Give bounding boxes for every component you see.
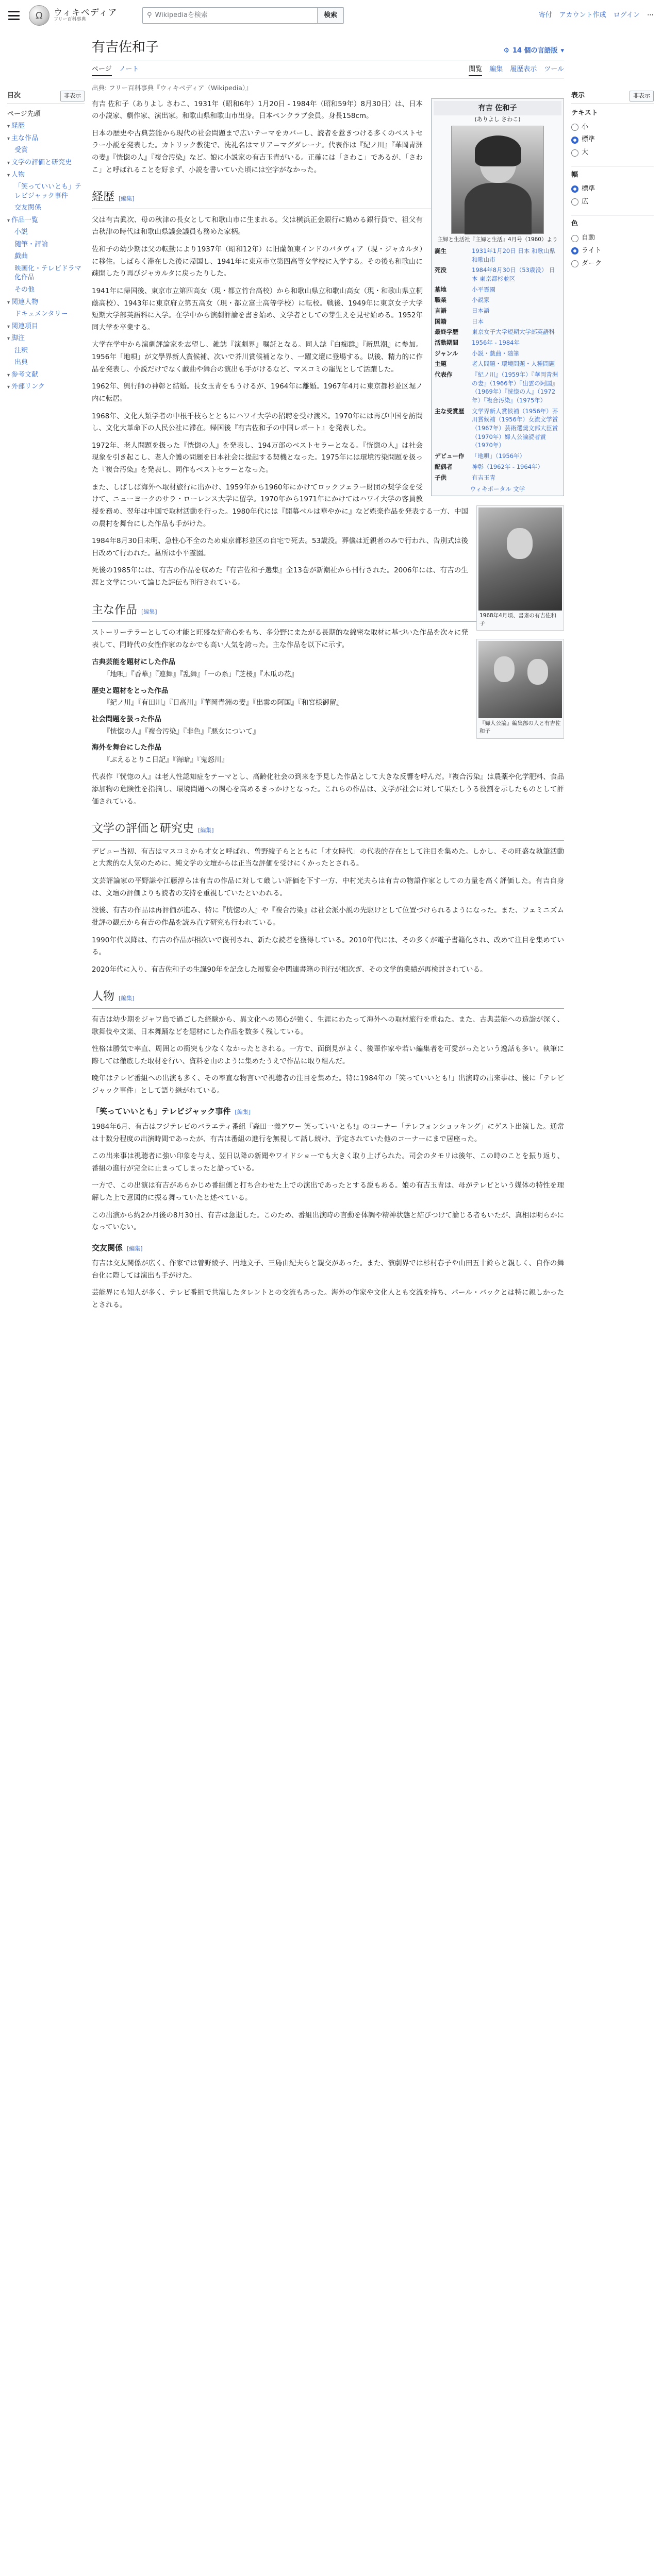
infobox-row (434, 246, 561, 265)
infobox-key: 死没 (435, 266, 446, 274)
infobox-row (434, 472, 561, 483)
tab-talk[interactable]: ノート (119, 65, 139, 73)
appearance-tools (571, 91, 654, 278)
article-body (92, 98, 564, 1312)
criticism-paragraph: 2020年代に入り、有吉佐和子の生誕90年を記念した展覧会や関連書籍の刊行が相次ぎ、その文学的業績が再検討されている。 (92, 965, 487, 974)
tab-page[interactable]: ページ (92, 64, 112, 76)
chevron-down-icon[interactable]: ▾ (7, 299, 10, 306)
search-form (142, 7, 344, 24)
career-paragraph: 大学在学中から演劇評論家を志望し、雑誌『演劇界』嘱託となる。同人誌『白痴群』『新思潮』に参加。1956年「地唄」が文學界新人賞候補、次いで芥川賞候補となり、一躍文壇に登場する。以後、精力的に作品を発表し、小説だけでなく戯曲や舞台の演出も手がけるなど、マスコミの寵児として活躍した。 (92, 341, 423, 374)
radio-button[interactable] (571, 198, 578, 206)
toc-item[interactable] (7, 214, 85, 227)
toc-item[interactable] (7, 169, 85, 181)
toc-item[interactable] (7, 296, 85, 309)
login-link[interactable]: ログイン (613, 11, 640, 19)
toc-item[interactable] (7, 332, 85, 345)
infobox-value[interactable]: 有吉玉青 (472, 473, 495, 481)
infobox-key: 最終学歴 (435, 328, 458, 336)
thumbnail-image (478, 507, 562, 611)
infobox-key: 子供 (435, 473, 446, 481)
toc-item-label: 作品一覧 (11, 216, 39, 224)
search-button[interactable]: 検索 (318, 7, 344, 24)
infobox-row (434, 359, 561, 369)
chevron-down-icon[interactable]: ▾ (7, 336, 10, 342)
infobox-value[interactable]: 神彰（1962年 - 1964年） (472, 463, 543, 470)
toc-item-label: 小説 (14, 228, 28, 236)
toc-item-label: 戯曲 (14, 252, 28, 261)
tv-paragraph: 一方で、この出演は有吉があらかじめ番組側と打ち合わせた上での演出であったとする説もある。娘の有吉玉青は、母がテレビという媒体の特性を理解した上で意図的に振る舞っていたと述べている。 (92, 1181, 564, 1202)
chevron-down-icon[interactable]: ▾ (7, 124, 10, 130)
infobox-value[interactable]: 1956年 - 1984年 (472, 339, 520, 347)
toc-item-label: 主な作品 (11, 134, 39, 142)
text-size-option[interactable] (571, 133, 654, 146)
toc-item-label: 出典 (14, 359, 28, 367)
text-size-option-label: 標準 (582, 135, 595, 144)
chevron-down-icon[interactable]: ▾ (7, 372, 10, 378)
language-count: 14 個の言語版 (512, 47, 558, 55)
edit-link[interactable]: [編集] (198, 827, 214, 834)
edit-link[interactable]: [編集] (119, 995, 135, 1002)
toc-item-label: 脚注 (11, 334, 25, 343)
infobox-value[interactable]: 日本語 (472, 307, 490, 315)
thumbnail-figure[interactable] (476, 639, 564, 738)
infobox-key: 職業 (435, 296, 446, 304)
infobox-key: 国籍 (435, 317, 446, 325)
toc-item-label: ドキュメンタリー (14, 310, 68, 318)
infobox-key: デビュー作 (435, 452, 465, 460)
toc-item[interactable] (7, 181, 85, 202)
infobox (431, 98, 564, 496)
infobox-key: 言語 (435, 307, 446, 315)
color-option-label: 自動 (582, 234, 595, 242)
career-paragraph: 1968年、文化人類学者の中根千枝らとともにハワイ大学の招聘を受け渡米。1970年には再び中国を訪問し、文化大革命下の人民公社に滞在。帰国後『有吉佐和子の中国レポート』を発表した。 (92, 412, 423, 433)
toc-item-label: 参考文献 (11, 370, 39, 379)
text-size-option-label: 大 (582, 148, 589, 157)
infobox-key: 誕生 (435, 247, 446, 255)
page-title: 有吉佐和子 (92, 40, 159, 55)
color-option-label: ライト (582, 246, 602, 255)
text-size-label: テキスト (571, 109, 598, 117)
site-logo[interactable] (29, 5, 132, 26)
donate-link[interactable]: 寄付 (538, 11, 552, 19)
works-intro: ストーリーテラーとしての才能と旺盛な好奇心をもち、多分野にまたがる長期的な綿密な取材に基づいた作品を次々に発表して、同時代の女性作家のなかでも高い人気を誇った。主な作品を以下に示す。 (92, 629, 468, 649)
portrait-photo[interactable] (451, 126, 544, 234)
width-option-label: 広 (582, 197, 589, 206)
radio-button[interactable] (571, 185, 578, 193)
infobox-key: 主題 (435, 360, 446, 368)
works-group-heading: 歴史と題材をとった作品 (92, 686, 169, 695)
person-paragraph: 有吉は幼少期をジャワ島で過ごした経験から、異文化への関心が強く、生涯にわたって海外への取材旅行を重ねた。また、古典芸能への造詣が深く、歌舞伎や文楽、日本舞踊などを題材にした作品を数多く残している。 (92, 1015, 564, 1036)
lead-paragraph: 日本の歴史や古典芸能から現代の社会問題まで広いテーマをカバーし、読者を惹きつける多くのベストセラー小説を発表した。カトリック教徒で、洗礼名はマリア＝マグダレーナ。代表作は『紀ノ川』『華岡青洲の妻』『恍惚の人』『複合汚染』など。娘に小説家の有吉玉青がいる。正確には「さわこ」であるが、「さわこ」と呼ばれることを好まず、小説を書いていた頃には空字がなかった。 (92, 129, 423, 174)
toc-item[interactable] (7, 345, 85, 357)
friends-paragraph: 有吉は交友関係が広く、作家では曽野綾子、円地文子、三島由紀夫らと親交があった。また、演劇界では杉村春子や山田五十鈴らと親しく、自作の舞台化に際しては演出も手がけた。 (92, 1259, 564, 1280)
logo-subtitle: フリー百科事典 (54, 17, 86, 23)
section-heading-works: 主な作品 [編集] (92, 601, 564, 622)
toc-item[interactable] (7, 320, 85, 333)
chevron-down-icon[interactable]: ▾ (7, 172, 10, 178)
language-button[interactable] (503, 46, 564, 57)
criticism-paragraph: 没後、有吉の作品は再評価が進み、特に『恍惚の人』や『複合汚染』は社会派小説の先駆けとして位置づけられるようになった。また、フェミニズム批評の観点から有吉の作品を読み直す研究も行われている。 (92, 906, 564, 927)
thumbnail-caption: 1968年4月頃、書斎の有吉佐和子 (479, 612, 556, 626)
toc-item[interactable] (7, 120, 85, 132)
color-option[interactable] (571, 232, 654, 245)
toc-item[interactable] (7, 369, 85, 381)
toc-item[interactable] (7, 226, 85, 239)
toc-hide-button[interactable]: 非表示 (60, 91, 85, 101)
radio-button[interactable] (571, 247, 578, 255)
radio-button[interactable] (571, 235, 578, 242)
infobox-row (434, 284, 561, 295)
tab-history[interactable]: 履歴表示 (510, 65, 537, 73)
infobox-value[interactable]: 小説・戯曲・随筆 (472, 349, 519, 357)
infobox-key: 活動期間 (435, 339, 458, 347)
thumbnail-image (478, 641, 562, 718)
infobox-key: ジャンル (435, 349, 458, 357)
search-placeholder: Wikipediaを検索 (155, 11, 208, 19)
text-size-option-label: 小 (582, 123, 589, 131)
user-links (539, 10, 654, 21)
toc-item[interactable] (7, 144, 85, 157)
portal-link[interactable]: ウィキポータル 文学 (470, 485, 525, 493)
chevron-down-icon[interactable]: ▾ (7, 135, 10, 142)
infobox-value[interactable]: 「地唄」（1956年） (472, 452, 526, 460)
toc-item-label: 注釈 (14, 346, 28, 354)
career-paragraph: また、しばしば海外へ取材旅行に出かけ、1959年から1960年にかけてロックフェラー財団の奨学金を受けて、ニューヨークのサラ・ローレンス大学に留学。1970年から1971年にかけてはハワイ大学の客員教授を務め、翌年は中国で取材活動を行った。1980年代には『開幕ベルは華やかに』など娯楽作品を発表する一方、中国の農村を舞台にした作品も手がけた。 (92, 483, 468, 528)
tab-tools[interactable]: ツール (544, 65, 564, 73)
infobox-row (434, 327, 561, 337)
toc-item-label: その他 (14, 286, 35, 294)
toc-item[interactable] (7, 132, 85, 145)
works-group-items: 『ぷえるとりこ日記』『海暗』『鬼怒川』 (103, 755, 228, 764)
lead-paragraph: 有吉 佐和子（ありよし さわこ、1931年（昭和6年）1月20日 - 1984年（昭和59年）8月30日）は、日本の小説家、劇作家、演出家。和歌山県和歌山市出身。日本ペンクラブ会員。身長158cm。 (92, 99, 423, 121)
works-group-heading: 海外を舞台にした作品 (92, 743, 161, 752)
toc-item-label: 人物 (11, 171, 25, 179)
section-heading-criticism: 文学の評価と研究史 [編集] (92, 819, 564, 841)
color-group (571, 219, 654, 270)
source-note: 出典: フリー百科事典『ウィキペディア（Wikipedia）』 (92, 83, 252, 92)
tab-edit[interactable]: 編集 (489, 65, 503, 73)
chevron-down-icon[interactable]: ▾ (7, 217, 10, 224)
career-paragraph: 死後の1985年には、有吉の作品を収めた『有吉佐和子選集』全13巻が新潮社から刊行された。2006年には、有吉の生涯と文学について論じた評伝も刊行されている。 (92, 566, 468, 587)
edit-link[interactable]: [編集] (235, 1108, 251, 1115)
career-paragraph: 1962年、興行師の神彰と結婚。長女玉青をもうけるが、1964年に離婚。1967年4月に東京都杉並区堀ノ内に転居。 (92, 382, 423, 403)
color-option-label: ダーク (582, 259, 602, 267)
tab-read[interactable]: 閲覧 (469, 64, 482, 76)
width-option-label: 標準 (582, 184, 595, 193)
infobox-key: 主な受賞歴 (435, 407, 465, 415)
appearance-hide-button[interactable]: 非表示 (630, 91, 654, 101)
infobox-key: 代表作 (435, 371, 453, 379)
toc-item[interactable] (7, 202, 85, 214)
infobox-row (434, 406, 561, 451)
infobox-value[interactable]: 老人問題・環境問題・人種問題 (472, 360, 555, 368)
tv-paragraph: この出来事は視聴者に強い印象を与え、翌日以降の新聞やワイドショーでも大きく取り上げられた。司会のタモリは後年、この時のことを振り返り、番組の進行が完全に止まってしまったと語っている。 (92, 1152, 564, 1173)
toc-item[interactable] (7, 157, 85, 169)
criticism-paragraph: 1990年代以降は、有吉の作品が相次いで復刊され、新たな読者を獲得している。2010年代には、その多くが電子書籍化され、改めて注目を集めている。 (92, 936, 564, 957)
infobox-row (434, 337, 561, 348)
criticism-paragraph: デビュー当初、有吉はマスコミから才女と呼ばれ、曽野綾子らとともに「才女時代」の代表的存在として注目を集めた。しかし、その旺盛な執筆活動と大衆的な人気のために、純文学の文壇からは正当な評価を受けにくかったとされる。 (92, 847, 564, 868)
toc-item[interactable] (7, 263, 85, 284)
person-paragraph: 性格は勝気で率直、周囲との衝突も少なくなかったとされる。一方で、面倒見がよく、後輩作家や若い編集者を可愛がったという逸話も多い。執筆に際しては徹底した取材を行い、資料を山のように集めたうえで作品に取り組んだ。 (92, 1045, 564, 1065)
infobox-name: 有吉 佐和子 (434, 101, 561, 115)
radio-button[interactable] (571, 260, 578, 267)
career-paragraph: 佐和子の幼少期は父の転勤により1937年（昭和12年）に旧蘭領東インドのバタヴィア（現・ジャカルタ）に移住。しばらく滞在した後に帰国し、1941年に東京市立第四高等女学校に入学する。その後も和歌山に疎開したり再びジャカルタに戻ったりした。 (92, 245, 423, 278)
toc-item[interactable] (7, 108, 85, 121)
section-heading-career: 経歴 [編集] (92, 188, 564, 209)
works-group-items: 『恍惚の人』『複合汚染』『非色』『悪女について』 (103, 727, 260, 736)
works-group-items: 『紀ノ川』『有田川』『日高川』『華岡青洲の妻』『出雲の阿国』『和宮様御留』 (103, 699, 343, 707)
edit-link[interactable]: [編集] (127, 1245, 143, 1252)
edit-link[interactable]: [編集] (119, 195, 135, 202)
section-heading-person: 人物 [編集] (92, 987, 564, 1009)
search-input[interactable] (142, 7, 318, 24)
table-of-contents (7, 91, 85, 393)
infobox-row (434, 316, 561, 327)
tv-paragraph: 1984年6月、有吉はフジテレビのバラエティ番組『森田一義アワー 笑っていいとも!』のコーナー「テレフォンショッキング」にゲスト出演した。通常は十数分程度の出演時間であったが、有吉は番組の進行を無視して話し続け、予定されていた他のコーナーにまで居座った。 (92, 1122, 564, 1143)
infobox-value[interactable]: 小平霊園 (472, 285, 495, 293)
appearance-heading: 表示 (571, 92, 585, 99)
toc-item-label: 映画化・テレビドラマ化作品 (14, 264, 81, 282)
toc-heading: 目次 (7, 92, 21, 99)
career-paragraph: 1984年8月30日未明、急性心不全のため東京都杉並区の自宅で死去。53歳没。葬儀は近親者のみで行われ、告別式は後日改めて行われた。墓所は小平霊園。 (92, 537, 468, 557)
toc-item-label: 経歴 (11, 122, 25, 130)
career-paragraph: 1941年に帰国後、東京市立第四高女（現・都立竹台高校）から和歌山県立和歌山高女（現・和歌山県立桐蔭高校）、1943年に東京府立第五高女（現・都立富士高等学校）に転校。戦後、1949年に東京女子大学短期大学部英語科に入学。在学中から演劇評論を書き始め、文学者としての芽生えを見せ始める。1952年同大学を卒業する。 (92, 286, 423, 332)
toc-item-label: 受賞 (14, 146, 28, 155)
career-paragraph: 1972年、老人問題を扱った『恍惚の人』を発表し、194万部のベストセラーとなる。『恍惚の人』は社会現象を引き起こし、老人介護の問題を日本社会に提起する契機となった。1975年には環境汚染問題を扱った『複合汚染』を発表し、同作もベストセラーとなった。 (92, 441, 423, 474)
radio-button[interactable] (571, 149, 578, 157)
toc-item-label: 関連項目 (11, 322, 39, 330)
infobox-row (434, 451, 561, 462)
works-group-heading: 古典芸能を題材にした作品 (92, 658, 175, 667)
career-paragraph: 父は有吉眞次、母の秋津の長女として和歌山市に生まれる。父は横浜正金銀行に勤める銀行員で、祖父有吉秋津の時代は和歌山県議会議員も務めた家柄。 (92, 215, 423, 236)
infobox-row (434, 265, 561, 284)
width-label: 幅 (571, 171, 578, 179)
thumbnail-caption: 『婦人公論』編集部の人と有吉佐和子 (479, 720, 561, 734)
infobox-row (434, 462, 561, 472)
infobox-key: 墓地 (435, 285, 446, 293)
text-size-option[interactable] (571, 146, 654, 159)
infobox-caption: 主婦と生活社『主婦と生活』4月号（1960）より (437, 236, 558, 243)
infobox-value[interactable]: 1931年1月20日 日本 和歌山県和歌山市 (472, 247, 556, 263)
infobox-value[interactable]: 小説家 (472, 296, 490, 304)
color-option[interactable] (571, 245, 654, 258)
infobox-value[interactable]: 日本 (472, 317, 484, 325)
toc-item-label: 交友関係 (14, 204, 42, 212)
search-icon: ⚲ (147, 11, 152, 19)
friends-paragraph: 芸能界にも知人が多く、テレビ番組で共演したタレントとの交流もあった。海外の作家や文化人とも交流を持ち、パール・バックとは特に親しかったとされる。 (92, 1289, 564, 1310)
chevron-down-icon: ▾ (560, 47, 564, 55)
color-option[interactable] (571, 258, 654, 270)
text-size-option[interactable] (571, 121, 654, 134)
infobox-key: 配偶者 (435, 463, 453, 470)
works-group-heading: 社会問題を扱った作品 (92, 715, 161, 723)
toc-item-label: 関連人物 (11, 298, 39, 306)
radio-button[interactable] (571, 124, 578, 131)
wikipedia-globe-icon (29, 5, 49, 26)
toc-item-label: 文学の評価と研究史 (11, 158, 72, 166)
infobox-reading: (ありよし さわこ) (474, 115, 521, 123)
toc-item[interactable] (7, 381, 85, 393)
chevron-down-icon[interactable]: ▾ (7, 384, 10, 391)
infobox-value[interactable]: 1984年8月30日（53歳没） 日本 東京都杉並区 (472, 266, 555, 283)
subsection-heading-tv: 「笑っていいとも」テレビジャック事件 [編集] (92, 1106, 251, 1116)
toc-item-label: ページ先頭 (7, 110, 41, 118)
toc-item[interactable] (7, 357, 85, 369)
ellipsis-icon[interactable]: ⋯ (647, 11, 654, 19)
site-header (0, 0, 662, 31)
width-option[interactable] (571, 183, 654, 196)
create-account-link[interactable]: アカウント作成 (559, 11, 606, 19)
toc-item[interactable] (7, 284, 85, 296)
toc-item-label: 「笑っていいとも」テレビジャック事件 (14, 183, 82, 200)
toc-item[interactable] (7, 308, 85, 320)
infobox-row (434, 369, 561, 406)
text-size-group (571, 108, 654, 159)
translate-icon: ⚙ (503, 47, 509, 55)
logo-title: ウィキペディア (54, 7, 118, 18)
chevron-down-icon[interactable]: ▾ (7, 160, 10, 166)
infobox-row (434, 348, 561, 359)
infobox-value[interactable]: 『紀ノ川』（1959年）『華岡青洲の妻』（1966年）『出雲の阿国』（1969年）『恍惚の人』（1972年）『複合汚染』（1975年） (472, 371, 558, 404)
radio-button[interactable] (571, 137, 578, 144)
infobox-value[interactable]: 東京女子大学短期大学部英語科 (472, 328, 555, 336)
infobox-row (434, 306, 561, 316)
toc-item-label: 外部リンク (11, 383, 45, 391)
color-label: 色 (571, 220, 578, 228)
infobox-value[interactable]: 文学界新人賞候補（1956年）芥川賞候補（1956年）女流文学賞（1967年）芸術選奨文部大臣賞（1970年）婦人公論読者賞（1970年） (472, 407, 558, 449)
works-group-items: 「地唄」『香華』『連舞』『乱舞』「一の糸」『芝桜』『木瓜の花』 (103, 670, 298, 679)
subsection-heading-friends: 交友関係 [編集] (92, 1243, 143, 1252)
criticism-paragraph: 文芸評論家の平野謙や江藤淳らは有吉の作品に対して厳しい評価を下す一方、中村光夫らは有吉の物語作家としての力量を高く評価した。有吉自身は、文壇の評価よりも読者の支持を重視していたといわれる。 (92, 877, 564, 897)
main-content (92, 39, 564, 1317)
toc-item-label: 随筆・評論 (14, 240, 48, 248)
infobox-row (434, 295, 561, 306)
width-group (571, 170, 654, 208)
chevron-down-icon[interactable]: ▾ (7, 324, 10, 330)
works-paragraph: 代表作『恍惚の人』は老人性認知症をテーマとし、高齢化社会の到来を予見した作品として大きな反響を呼んだ。『複合汚染』は農薬や化学肥料、食品添加物の危険性を指摘し、環境問題への関心を高めるきっかけとなった。これらの作品は、文学が社会に対して果たしうる役割を示したものとして評価されている。 (92, 773, 564, 806)
person-paragraph: 晩年はテレビ番組への出演も多く、その率直な物言いで視聴者の注目を集めた。特に1984年の「笑っていいとも!」出演時の出来事は、後に「テレビジャック事件」として語り継がれている。 (92, 1074, 564, 1095)
edit-link[interactable]: [編集] (141, 608, 157, 615)
hamburger-menu-icon[interactable] (8, 11, 20, 20)
toc-item[interactable] (7, 239, 85, 251)
tv-paragraph: この出演から約2か月後の8月30日、有吉は急逝した。このため、番組出演時の言動を体調や精神状態と結びつけて論じる者もいたが、真相は明らかになっていない。 (92, 1211, 564, 1232)
width-option[interactable] (571, 196, 654, 209)
thumbnail-figure[interactable] (476, 505, 564, 631)
toc-item[interactable] (7, 250, 85, 263)
